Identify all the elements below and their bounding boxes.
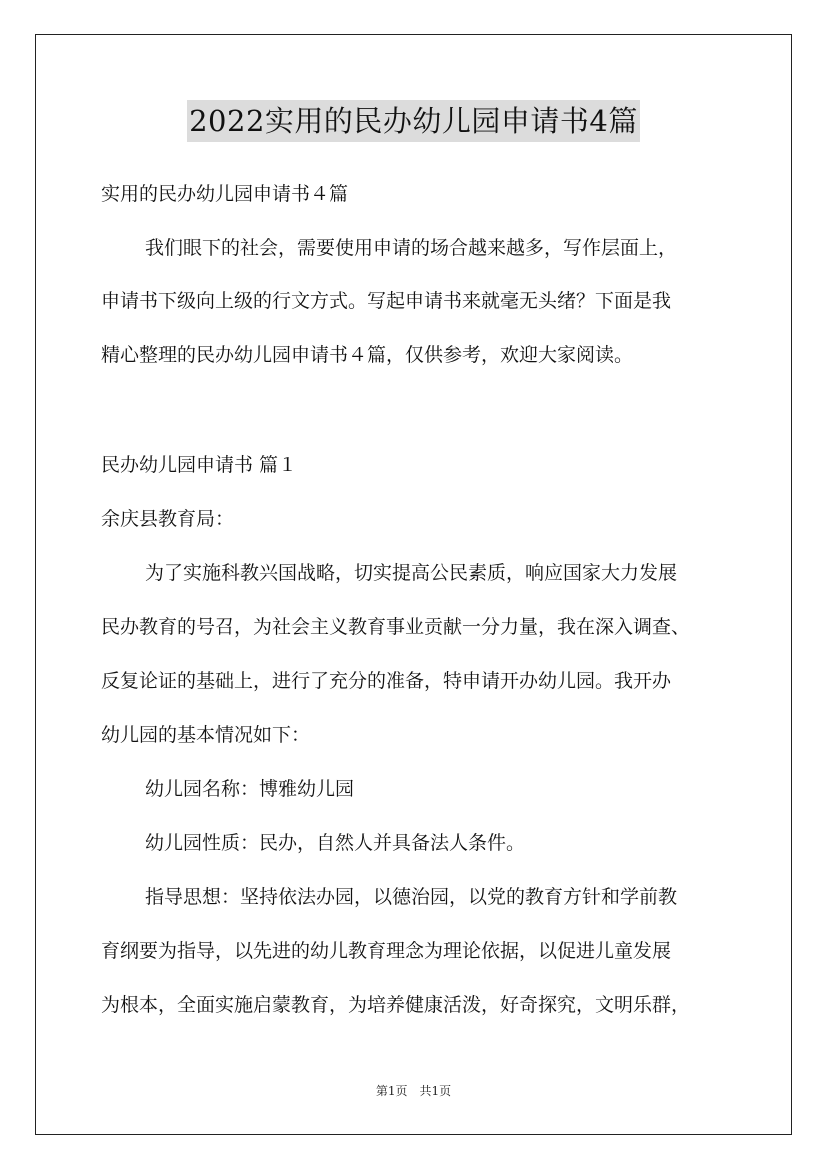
paragraph-line: 育纲要为指导，以先进的幼儿教育理念为理论依据，以促进儿童发展 (101, 940, 672, 962)
paragraph-line: 幼儿园名称：博雅幼儿园 (145, 778, 355, 800)
paragraph-line: 民办教育的号召，为社会主义教育事业贡献一分力量，我在深入调查、 (101, 616, 691, 638)
paragraph-line: 反复论证的基础上，进行了充分的准备，特申请开办幼儿园。我开办 (101, 670, 672, 692)
paragraph-line: 我们眼下的社会，需要使用申请的场合越来越多，写作层面上， (145, 237, 678, 259)
paragraph-line: 为根本，全面实施启蒙教育，为培养健康活泼，好奇探究，文明乐群， (101, 994, 691, 1016)
paragraph-line: 指导思想：坚持依法办园，以德治园，以党的教育方针和学前教 (145, 886, 678, 908)
page-footer: 第1页 共1页 (375, 1084, 452, 1098)
paragraph-line: 幼儿园的基本情况如下： (101, 724, 311, 746)
paragraph-line: 幼儿园性质：民办，自然人并具备法人条件。 (145, 832, 526, 854)
subtitle-line: 实用的民办幼儿园申请书４篇 (101, 183, 349, 205)
paragraph-line: 精心整理的民办幼儿园申请书４篇，仅供参考，欢迎大家阅读。 (101, 344, 634, 366)
document-title: 2022实用的民办幼儿园申请书4篇 (187, 100, 640, 142)
section-heading: 民办幼儿园申请书 篇１ (101, 454, 298, 476)
salutation-line: 余庆县教育局： (101, 508, 235, 530)
title-container (0, 100, 827, 142)
paragraph-line: 申请书下级向上级的行文方式。写起申请书来就毫无头绪？下面是我 (101, 290, 672, 312)
paragraph-line: 为了实施科教兴国战略，切实提高公民素质，响应国家大力发展 (145, 562, 678, 584)
